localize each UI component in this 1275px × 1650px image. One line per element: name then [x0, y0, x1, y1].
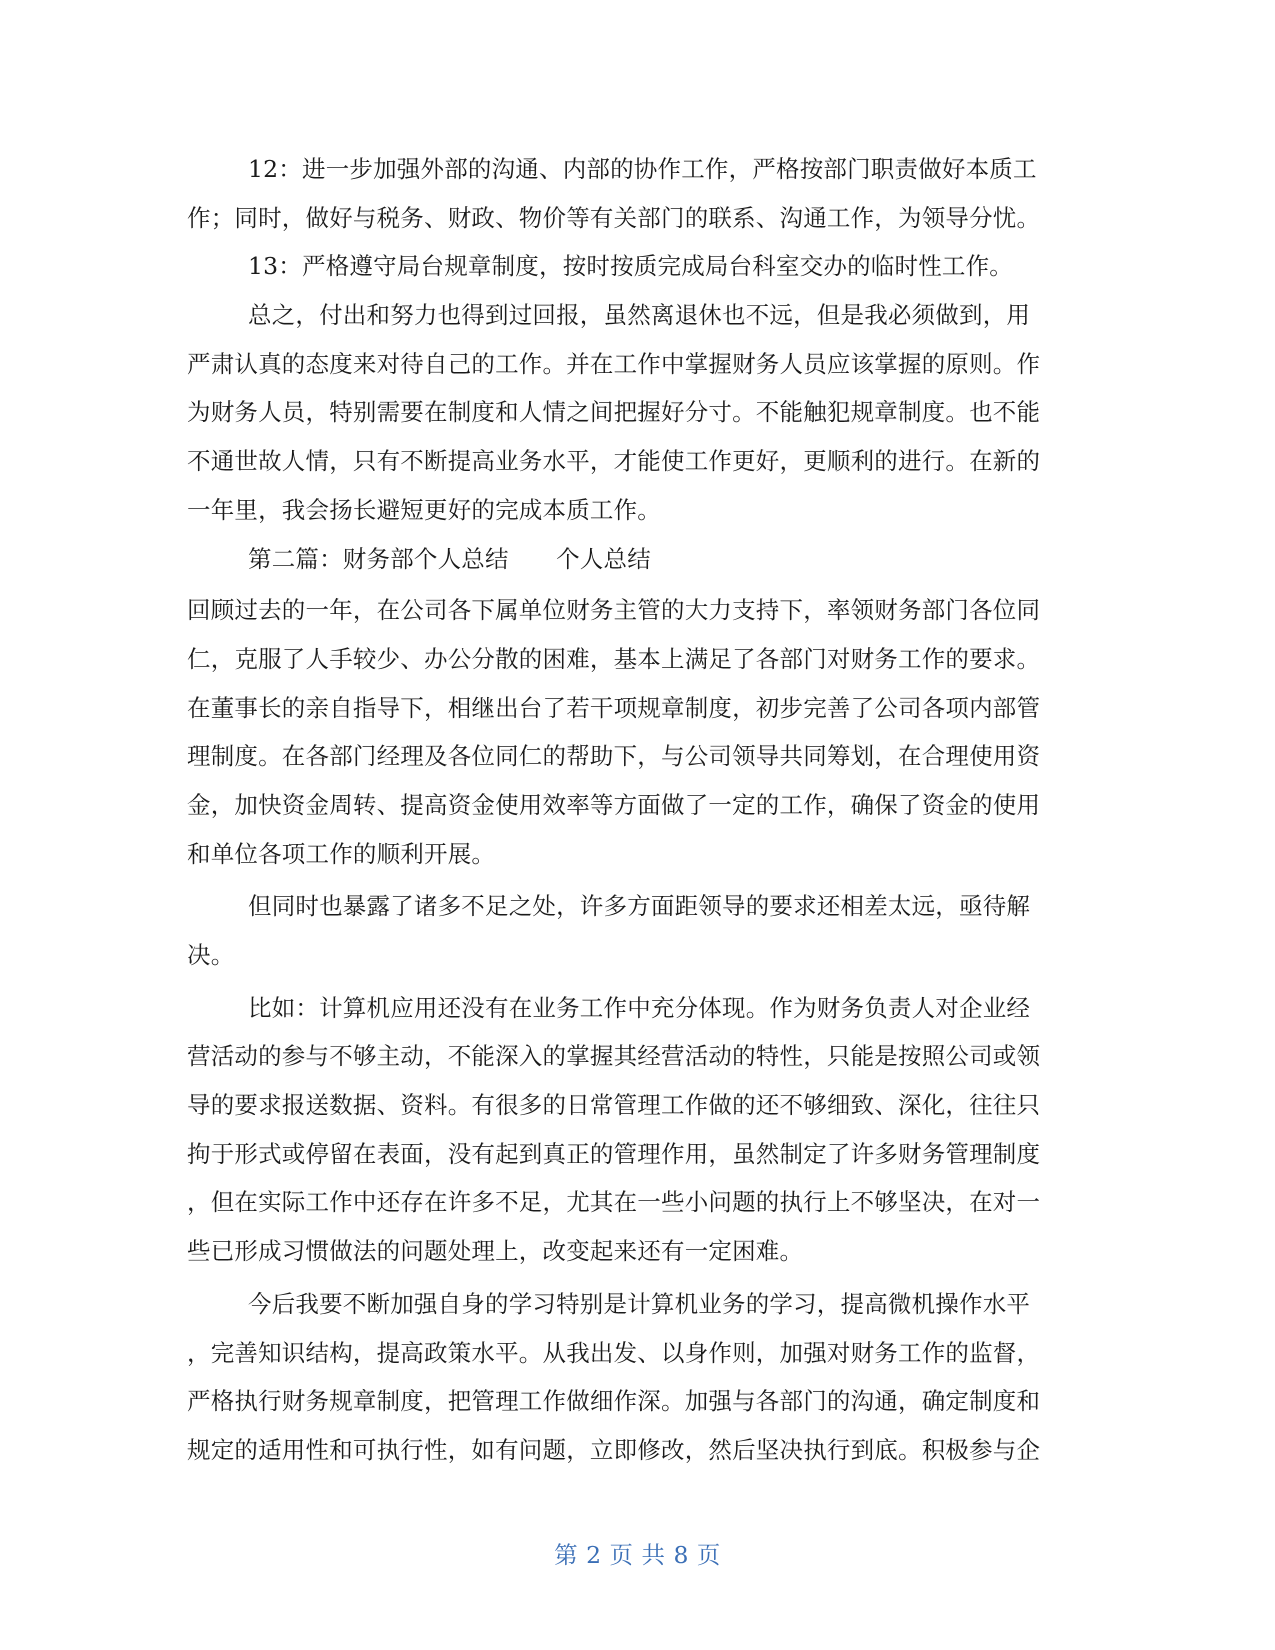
text-line: 为财务人员，特别需要在制度和人情之间把握好分寸。不能触犯规章制度。也不能 — [187, 398, 1041, 427]
text-line: 和单位各项工作的顺利开展。 — [187, 839, 496, 868]
text-line: 回顾过去的一年，在公司各下属单位财务主管的大力支持下，率领财务部门各位同 — [187, 596, 1041, 625]
text-line: ，但在实际工作中还存在许多不足，尤其在一些小问题的执行上不够坚决，在对一 — [187, 1188, 1041, 1217]
text-line: 在董事长的亲自指导下，相继出台了若干项规章制度，初步完善了公司各项内部管 — [187, 693, 1041, 722]
text-line: 比如：计算机应用还没有在业务工作中充分体现。作为财务负责人对企业经 — [248, 993, 1031, 1022]
text-line: 总之，付出和努力也得到过回报，虽然离退休也不远，但是我必须做到，用 — [248, 301, 1031, 330]
text-line: 理制度。在各部门经理及各位同仁的帮助下，与公司领导共同筹划，在合理使用资 — [187, 742, 1041, 771]
text-line: 不通世故人情，只有不断提高业务水平，才能使工作更好，更顺利的进行。在新的 — [187, 447, 1041, 476]
text-line: 严肃认真的态度来对待自己的工作。并在工作中掌握财务人员应该掌握的原则。作 — [187, 349, 1041, 378]
text-line: 13：严格遵守局台规章制度，按时按质完成局台科室交办的临时性工作。 — [248, 252, 1014, 281]
text-line: 决。 — [187, 941, 235, 969]
text-line: 营活动的参与不够主动，不能深入的掌握其经营活动的特性，只能是按照公司或领 — [187, 1042, 1041, 1071]
text-line: 金，加快资金周转、提高资金使用效率等方面做了一定的工作，确保了资金的使用 — [187, 790, 1041, 819]
text-line: 但同时也暴露了诸多不足之处，许多方面距领导的要求还相差太远，亟待解 — [248, 892, 1031, 921]
text-line: 规定的适用性和可执行性，如有问题，立即修改，然后坚决执行到底。积极参与企 — [187, 1435, 1041, 1464]
text-line: 12：进一步加强外部的沟通、内部的协作工作，严格按部门职责做好本质工 — [248, 155, 1037, 183]
text-line: 拘于形式或停留在表面，没有起到真正的管理作用，虽然制定了许多财务管理制度 — [187, 1139, 1041, 1168]
text-line: 些已形成习惯做法的问题处理上，改变起来还有一定困难。 — [187, 1237, 804, 1266]
text-line: 今后我要不断加强自身的学习特别是计算机业务的学习，提高微机操作水平 — [248, 1289, 1031, 1318]
text-line: 严格执行财务规章制度，把管理工作做细作深。加强与各部门的沟通，确定制度和 — [187, 1387, 1041, 1416]
text-line: ，完善知识结构，提高政策水平。从我出发、以身作则，加强对财务工作的监督， — [187, 1338, 1041, 1367]
page-number-footer: 第 2 页 共 8 页 — [554, 1541, 721, 1569]
document-body — [187, 145, 1087, 1475]
text-line: 一年里，我会扬长避短更好的完成本质工作。 — [187, 495, 661, 524]
text-line: 导的要求报送数据、资料。有很多的日常管理工作做的还不够细致、深化，往往只 — [187, 1091, 1041, 1120]
text-line: 仁，克服了人手较少、办公分散的困难，基本上满足了各部门对财务工作的要求。 — [187, 644, 1041, 673]
section-heading: 第二篇：财务部个人总结 个人总结 — [248, 544, 651, 573]
text-line: 作；同时，做好与税务、财政、物价等有关部门的联系、沟通工作，为领导分忧。 — [187, 203, 1041, 232]
